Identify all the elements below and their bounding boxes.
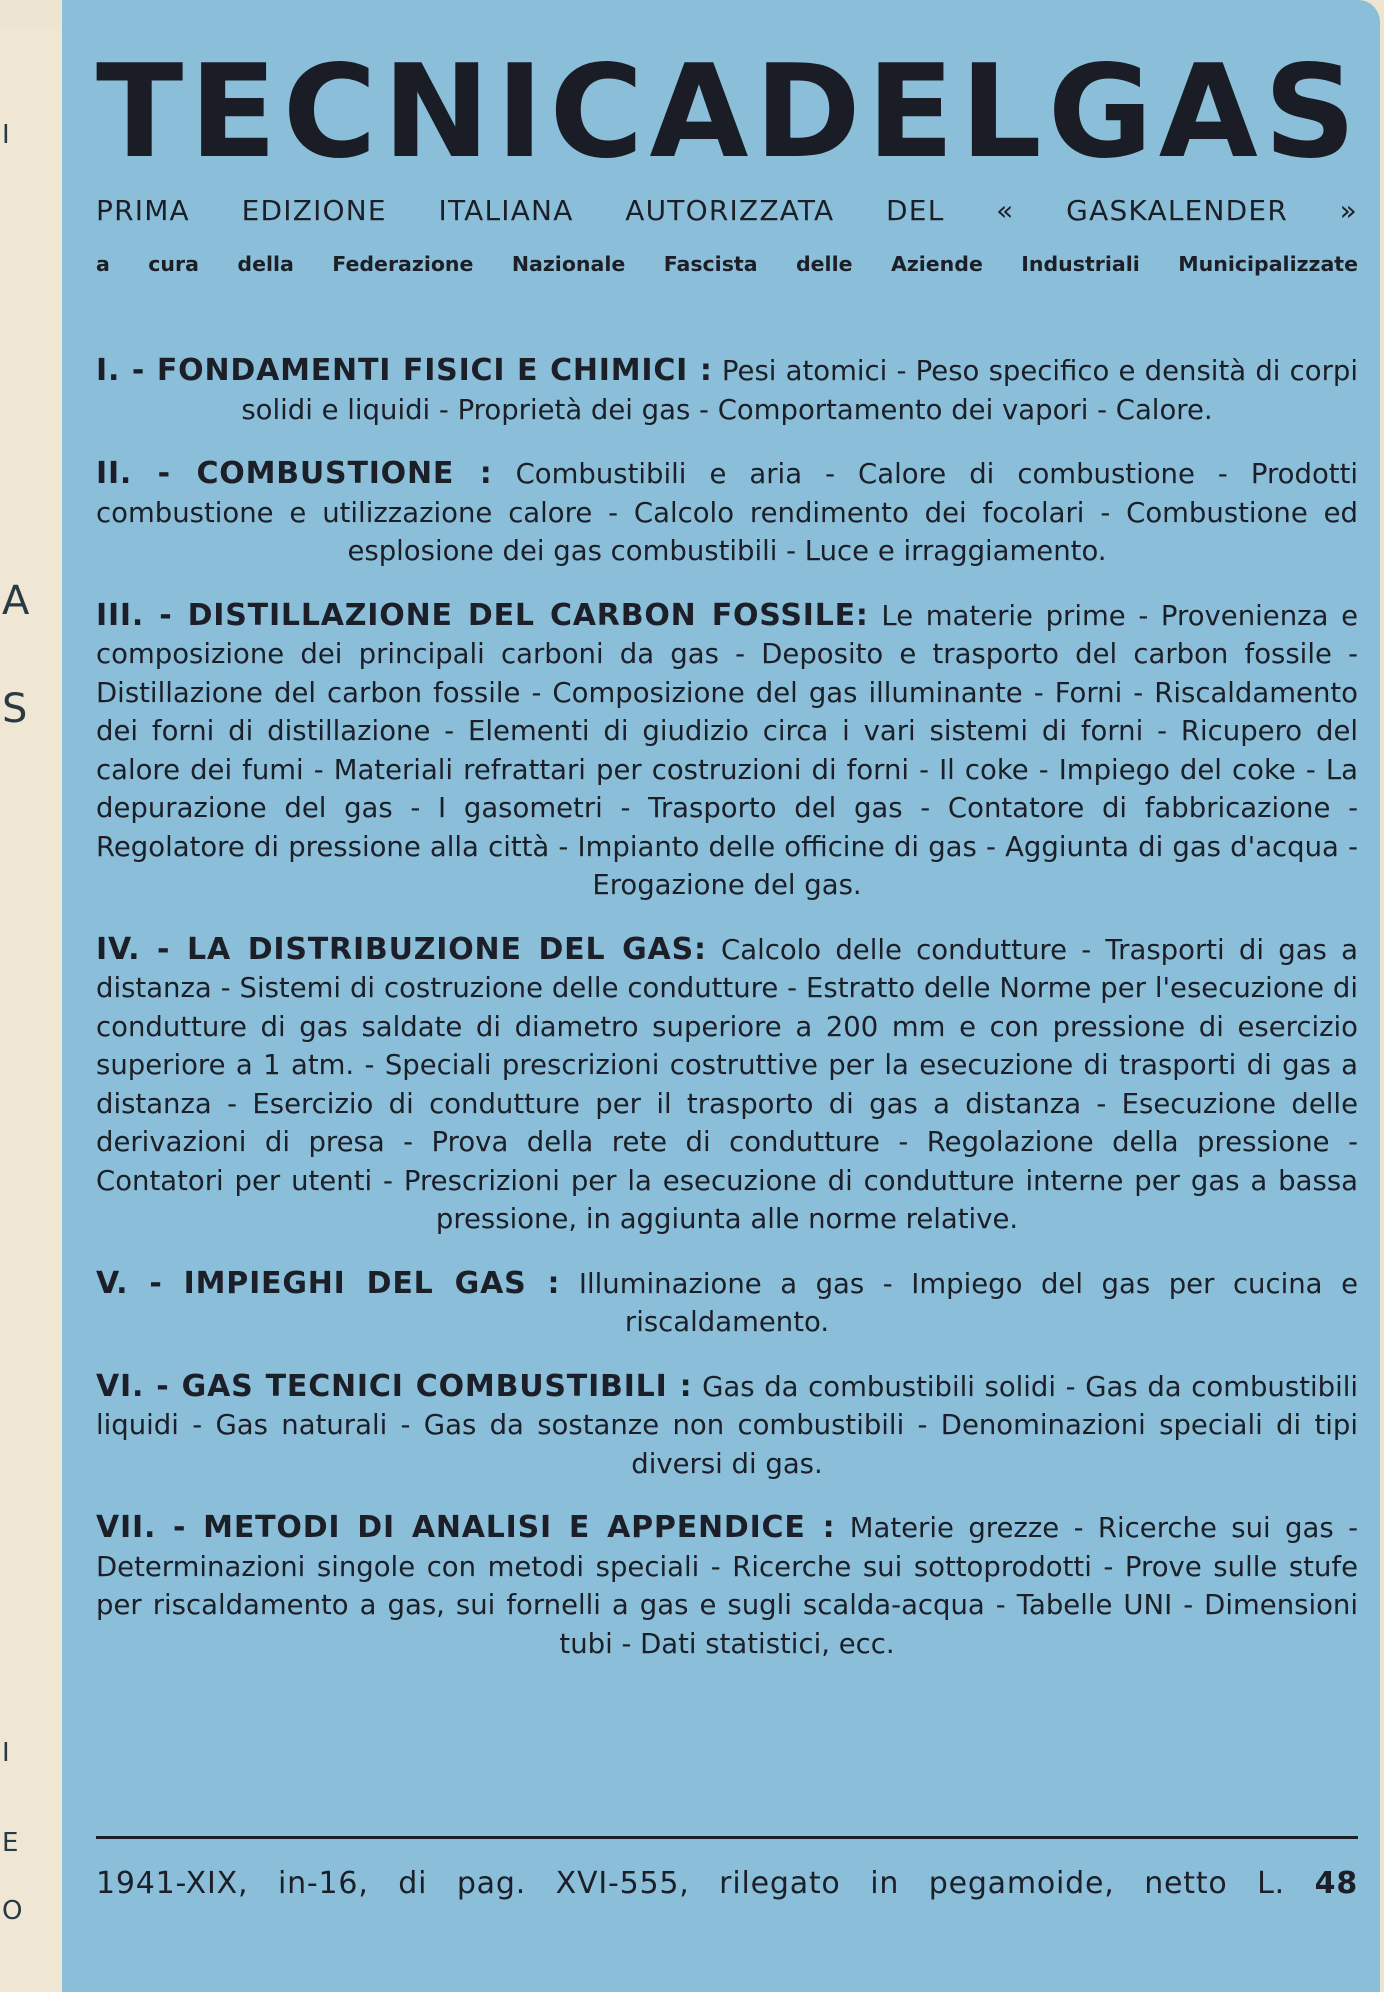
contents-list <box>96 352 1358 1689</box>
section-text: Calcolo delle condutture - Trasporti di gas a distanza - Sistemi di costruzione delle condutture - Estratto delle Norme per l'esecuzione di condutture di gas saldate di diametro superiore a 200 mm e con pressione di esercizio superiore a 1 atm. - Speciali prescrizioni costruttive per la esecuzione di trasporti di gas a distanza - Esercizio di condutture per il trasporto di gas a distanza - Esecuzione delle derivazioni di presa - Prova della rete di condutture - Regolazione della pressione - Contatori per utenti - Prescrizioni per la esecuzione di condutture interne per gas a bassa pressione, in aggiunta alle norme relative. <box>96 933 1358 1235</box>
title-word: GAS <box>1047 38 1362 187</box>
contents-section <box>96 1509 1358 1663</box>
section-heading: VI. - GAS TECNICI COMBUSTIBILI : <box>96 1368 693 1404</box>
section-heading: III. - DISTILLAZIONE DEL CARBON FOSSILE: <box>96 597 869 633</box>
section-text: Combustibili e aria - Calore di combustione - Prodotti combustione e utilizzazione calore - Calcolo rendimento dei focolari - Combustione ed esplosione dei gas combustibili - Luce e irraggiamento. <box>96 458 1358 567</box>
contents-section <box>96 1368 1358 1484</box>
section-heading: V. - IMPIEGHI DEL GAS : <box>96 1265 561 1301</box>
section-heading: IV. - LA DISTRIBUZIONE DEL GAS: <box>96 931 707 967</box>
spine-letter: I <box>2 120 10 150</box>
curator-line: a cura della Federazione Nazionale Fascista delle Aziende Industriali Municipalizzate <box>96 252 1358 276</box>
publication-details <box>96 1866 1358 1901</box>
section-heading: VII. - METODI DI ANALISI E APPENDICE : <box>96 1510 836 1545</box>
section-text: Gas da combustibili solidi - Gas da combustibili liquidi - Gas naturali - Gas da sostanze non combustibili - Denominazioni speciali di tipi diversi di gas. <box>96 1370 1358 1480</box>
contents-section <box>96 597 1358 905</box>
contents-section <box>96 931 1358 1239</box>
book-spine <box>0 30 67 1992</box>
section-text: Illuminazione a gas - Impiego del gas per cucina e riscaldamento. <box>578 1267 1358 1338</box>
edition-subtitle: PRIMA EDIZIONE ITALIANA AUTORIZZATA DEL « GASKALENDER » <box>96 194 1358 227</box>
book-title <box>96 38 1362 187</box>
title-word: DEL <box>754 38 1048 187</box>
horizontal-rule <box>96 1836 1358 1839</box>
spine-letter: A <box>2 578 30 624</box>
back-cover <box>62 0 1380 1992</box>
title-word: TECNICA <box>96 38 755 187</box>
contents-section <box>96 1265 1358 1342</box>
spine-letter: I <box>2 1738 10 1768</box>
section-text: Materie grezze - Ricerche sui gas - Determinazioni singole con metodi speciali - Ricerche sui sottoprodotti - Prove sulle stufe per riscaldamento a gas, sui fornelli a gas e sugli scalda-acqua - Tabelle UNI - Dimensioni tubi - Dati statistici, ecc. <box>96 1512 1358 1660</box>
contents-section <box>96 352 1358 429</box>
publication-info: 1941-XIX, in-16, di pag. XVI-555, rilegato in pegamoide, netto L. <box>96 1866 1286 1901</box>
section-heading: I. - FONDAMENTI FISICI E CHIMICI : <box>96 353 713 388</box>
section-text: Le materie prime - Provenienza e composizione dei principali carboni da gas - Deposito e trasporto del carbon fossile - Distillazione del carbon fossile - Composizione del gas illuminante - Forni - Riscaldamento dei forni di distillazione - Elementi di giudizio circa i vari sistemi di forni - Ricupero del calore dei fumi - Materiali refrattari per costruzioni di forni - Il coke - Impiego del coke - La depurazione del gas - I gasometri - Trasporto del gas - Contatore di fabbricazione - Regolatore di pressione alla città - Impianto delle officine di gas - Aggiunta di gas d'acqua - Erogazione del gas. <box>96 599 1358 901</box>
spine-letter: O <box>2 1896 23 1926</box>
price: 48 <box>1314 1866 1358 1901</box>
section-heading: II. - COMBUSTIONE : <box>96 456 493 491</box>
section-text: Pesi atomici - Peso specifico e densità di corpi solidi e liquidi - Proprietà dei gas - Comportamento dei vapori - Calore. <box>241 355 1358 426</box>
spine-letter: E <box>2 1828 19 1858</box>
spine-letter: S <box>2 686 28 732</box>
contents-section <box>96 455 1358 571</box>
